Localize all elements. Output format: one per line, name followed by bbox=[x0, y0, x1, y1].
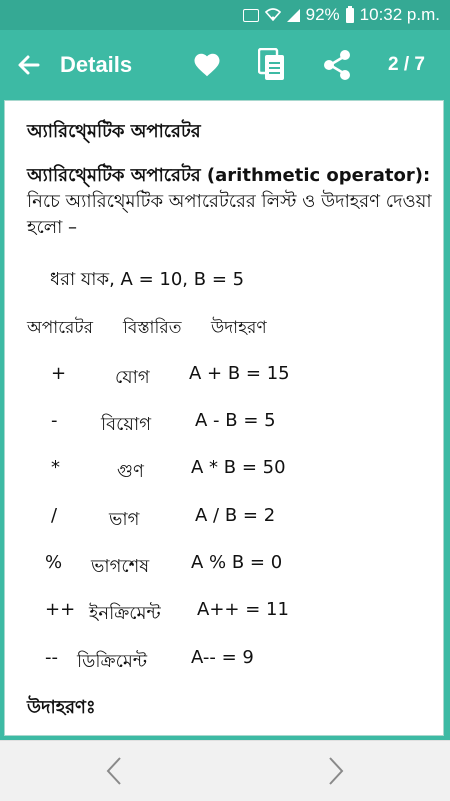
row-example: A - B = 5 bbox=[195, 410, 276, 431]
table-row bbox=[5, 457, 444, 487]
bottom-nav bbox=[0, 740, 450, 801]
table-row bbox=[5, 410, 444, 440]
heart-icon[interactable] bbox=[192, 50, 222, 80]
row-operator: -- bbox=[45, 647, 58, 668]
row-description: গুণ bbox=[117, 461, 144, 482]
row-operator: + bbox=[51, 363, 67, 384]
page-indicator: 2 / 7 bbox=[388, 54, 425, 75]
copy-document-icon[interactable] bbox=[258, 48, 286, 82]
row-description: যোগ bbox=[115, 367, 150, 388]
row-example: A + B = 15 bbox=[189, 363, 290, 384]
row-description: ভাগশেষ bbox=[91, 556, 150, 577]
back-arrow-icon[interactable] bbox=[16, 52, 42, 78]
article-intro bbox=[27, 163, 437, 241]
row-operator: ++ bbox=[45, 599, 76, 620]
signal-icon bbox=[287, 9, 300, 22]
article-heading: অ্যারিথ্মেটিক অপারেটর bbox=[27, 121, 201, 142]
chevron-left-icon[interactable] bbox=[100, 755, 128, 787]
row-example: A-- = 9 bbox=[191, 647, 254, 668]
intro-bold: অ্যারিথ্মেটিক অপারেটর (arithmetic operator): bbox=[27, 165, 431, 186]
assumption-text: ধরা যাক, A = 10, B = 5 bbox=[50, 269, 245, 290]
table-row bbox=[5, 505, 444, 535]
toolbar bbox=[0, 30, 450, 100]
wifi-icon bbox=[265, 7, 281, 24]
status-bar bbox=[0, 0, 450, 30]
table-row bbox=[5, 363, 444, 393]
example-label: উদাহরণঃ bbox=[27, 697, 96, 718]
row-operator: / bbox=[51, 505, 58, 526]
row-example: A % B = 0 bbox=[191, 552, 283, 573]
intro-text: নিচে অ্যারিথ্মেটিক অপারেটরের লিস্ট ও উদাহরণ দেওয়া হলো – bbox=[27, 191, 432, 238]
row-example: A * B = 50 bbox=[191, 457, 286, 478]
page-title: Details bbox=[60, 52, 133, 77]
battery-percent: 92% bbox=[305, 5, 340, 24]
row-operator: - bbox=[51, 410, 58, 431]
row-description: ইনক্রিমেন্ট bbox=[89, 603, 161, 624]
battery-icon bbox=[346, 8, 354, 23]
content-area bbox=[0, 100, 450, 740]
row-description: বিয়োগ bbox=[101, 414, 152, 435]
row-operator: * bbox=[51, 457, 60, 478]
row-description: ডিক্রিমেন্ট bbox=[77, 651, 147, 672]
row-example: A / B = 2 bbox=[195, 505, 276, 526]
row-description: ভাগ bbox=[109, 509, 140, 530]
share-icon[interactable] bbox=[322, 49, 352, 81]
table-row bbox=[5, 599, 444, 629]
column-header-example: উদাহরণ bbox=[211, 318, 267, 338]
row-operator: % bbox=[45, 552, 63, 573]
clock: 10:32 p.m. bbox=[359, 5, 440, 24]
table-row bbox=[5, 647, 444, 677]
column-header-operator: অপারেটর bbox=[27, 318, 93, 338]
cast-icon bbox=[243, 9, 259, 22]
row-example: A++ = 11 bbox=[197, 599, 289, 620]
chevron-right-icon[interactable] bbox=[322, 755, 350, 787]
article-card[interactable] bbox=[4, 100, 444, 736]
table-row bbox=[5, 552, 444, 582]
column-header-description: বিস্তারিত bbox=[123, 318, 182, 338]
